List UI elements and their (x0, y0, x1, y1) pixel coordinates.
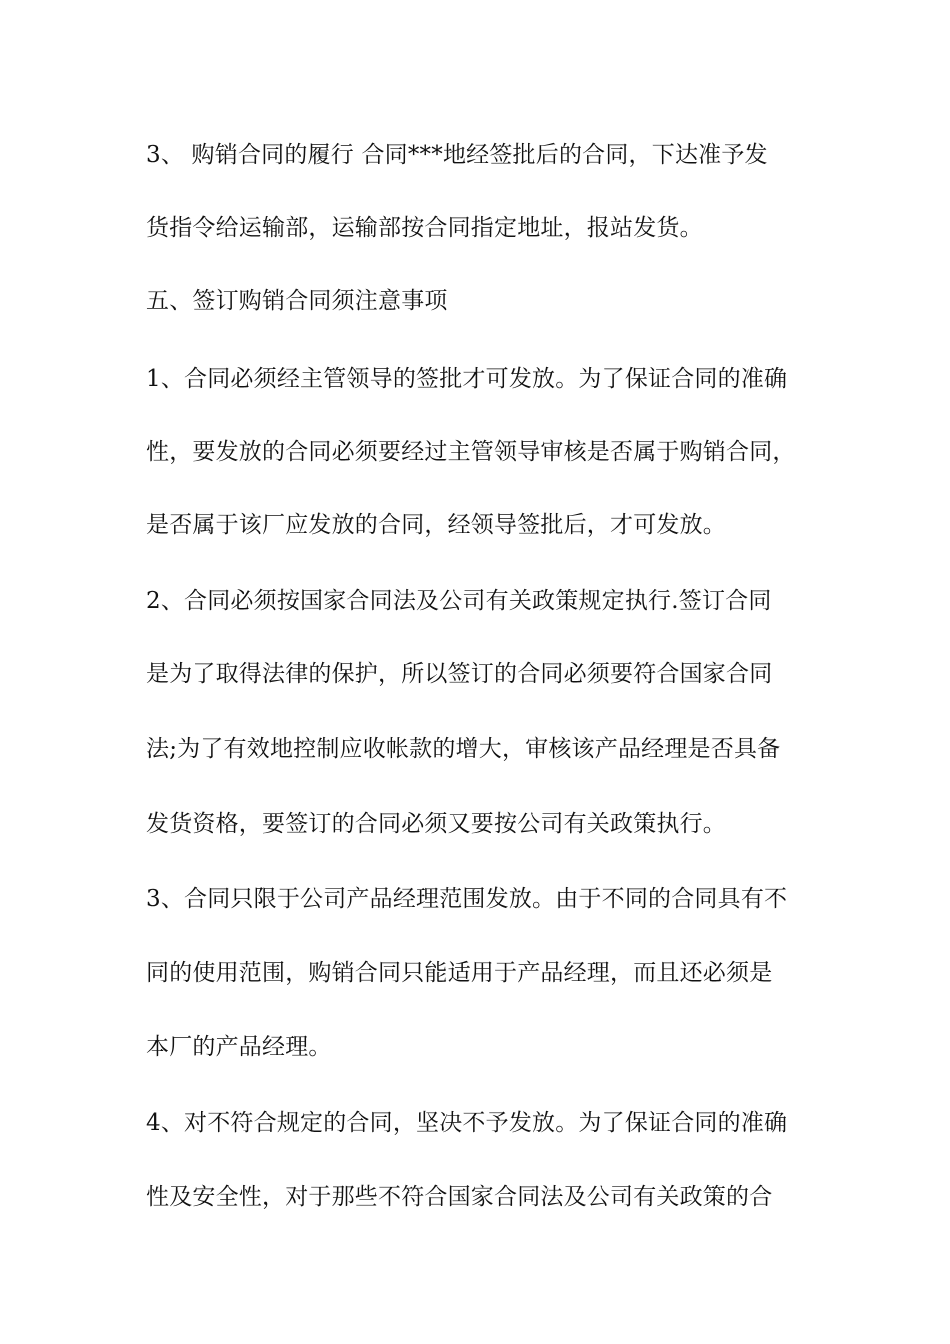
text-line-1: 3、 购销合同的履行 合同***地经签批后的合同，下达准予发 (146, 142, 768, 168)
text-line-7: 2、合同必须按国家合同法及公司有关政策规定执行.签订合同 (146, 588, 772, 614)
text-line-11: 3、合同只限于公司产品经理范围发放。由于不同的合同具有不 (146, 886, 788, 912)
text-line-2: 货指令给运输部，运输部按合同指定地址，报站发货。 (146, 215, 703, 241)
text-line-15: 性及安全性，对于那些不符合国家合同法及公司有关政策的合 (146, 1184, 773, 1210)
section-heading: 五、签订购销合同须注意事项 (146, 288, 448, 314)
text-line-5: 性，要发放的合同必须要经过主管领导审核是否属于购销合同， (146, 439, 796, 465)
text-line-6: 是否属于该厂应发放的合同，经领导签批后，才可发放。 (146, 512, 726, 538)
text-line-8: 是为了取得法律的保护，所以签订的合同必须要符合国家合同 (146, 661, 773, 687)
text-line-14: 4、对不符合规定的合同，坚决不予发放。为了保证合同的准确 (146, 1110, 788, 1136)
text-line-12: 同的使用范围，购销合同只能适用于产品经理，而且还必须是 (146, 960, 773, 986)
text-line-4: 1、合同必须经主管领导的签批才可发放。为了保证合同的准确 (146, 366, 788, 392)
text-line-9: 法;为了有效地控制应收帐款的增大，审核该产品经理是否具备 (146, 736, 781, 762)
text-line-10: 发货资格，要签订的合同必须又要按公司有关政策执行。 (146, 811, 726, 837)
text-line-13: 本厂的产品经理。 (146, 1034, 332, 1060)
